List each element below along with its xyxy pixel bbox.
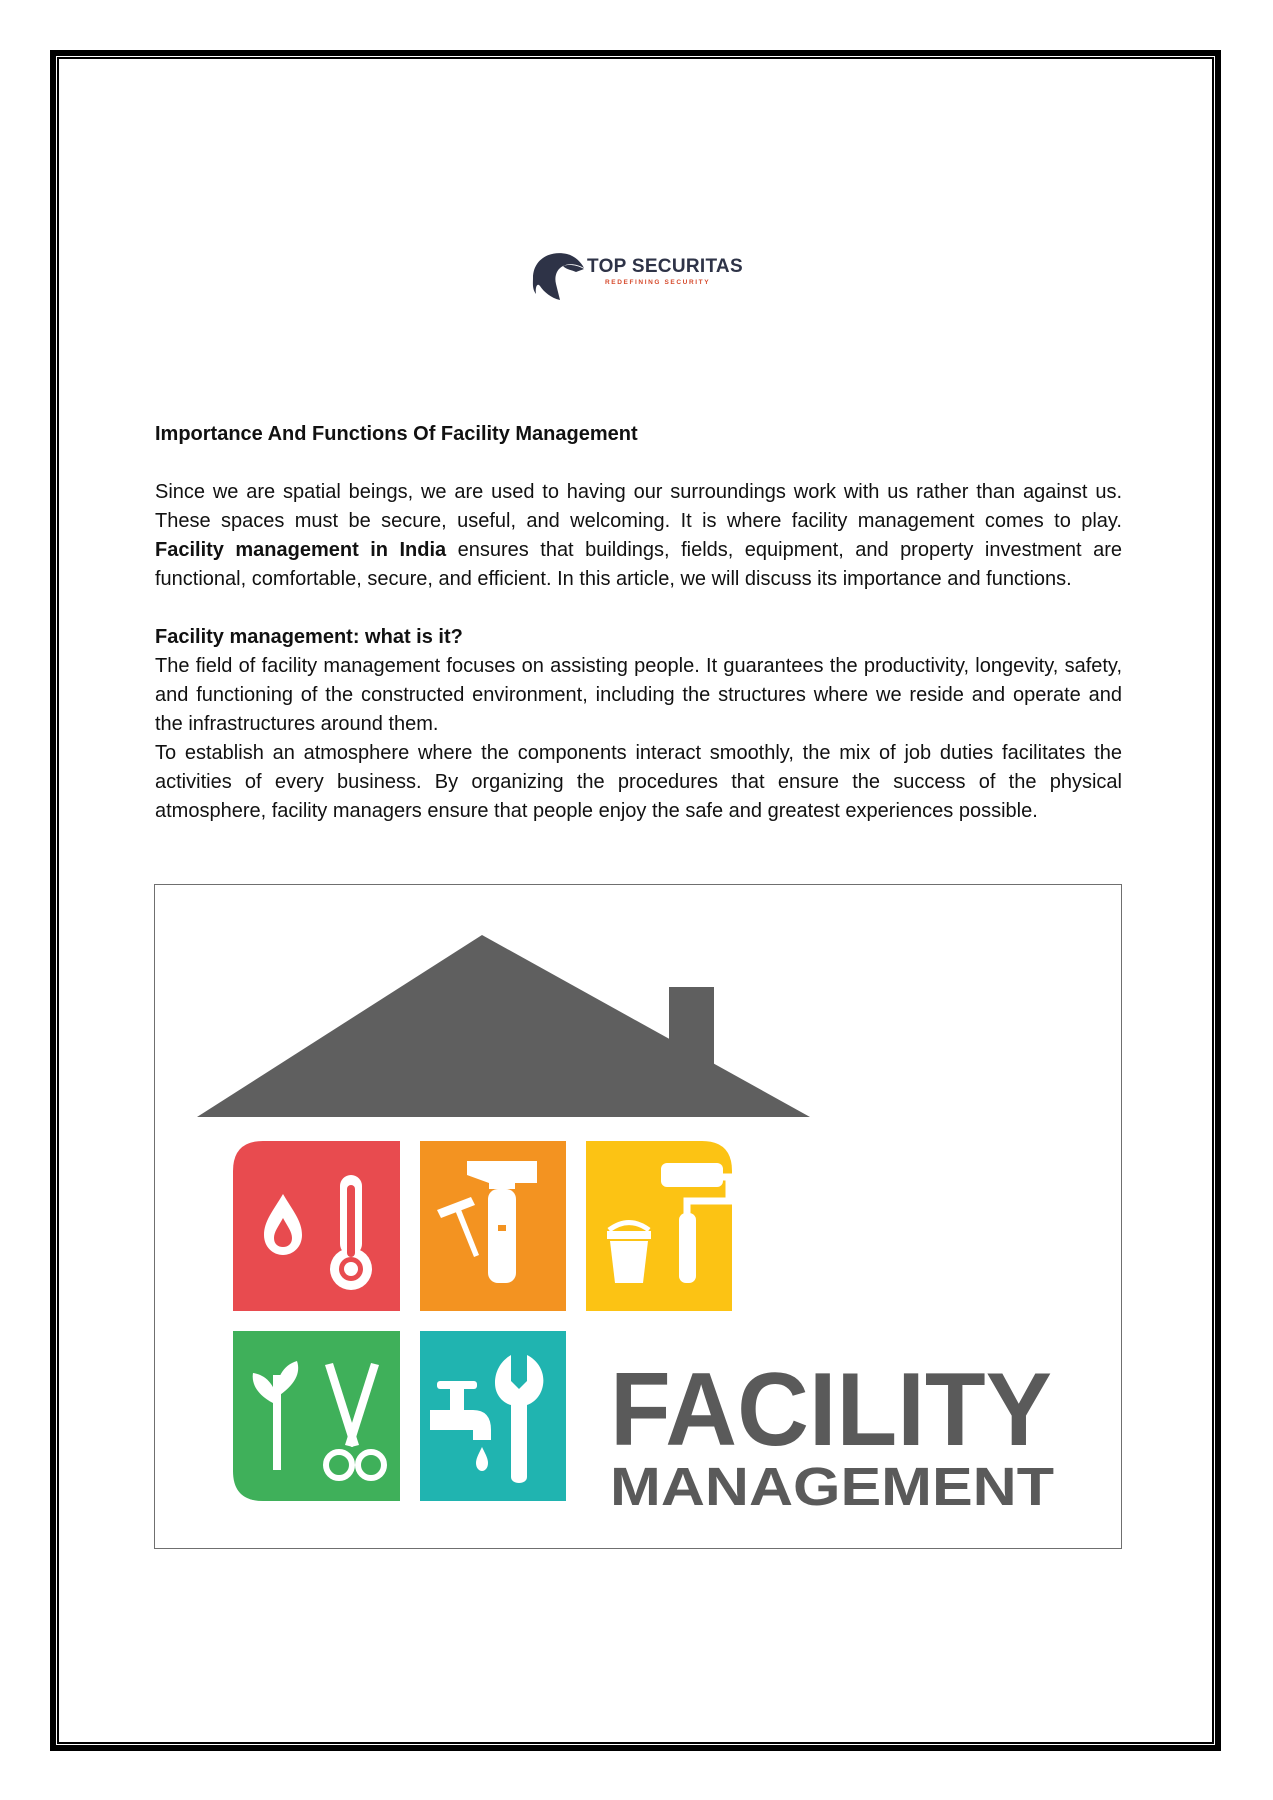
top-securitas-logo <box>527 248 757 308</box>
house-roof <box>197 935 810 1117</box>
article-title: Importance And Functions Of Facility Management <box>155 423 638 445</box>
intro-keyword: Facility management in India <box>155 539 447 561</box>
section-paragraph-2: To establish an atmosphere where the components interact smoothly, the mix of job duties facilitates the activities of every business. By organizing the procedures that ensure the success of the physical atmosphere, facility managers ensure that people enjoy the safe and greatest experiences possible. <box>155 742 1122 822</box>
section-heading: Facility management: what is it? <box>155 626 463 648</box>
tile-yellow <box>586 1141 732 1311</box>
tile-orange <box>420 1141 566 1311</box>
intro-text-before: Since we are spatial beings, we are used to having our surroundings work with us rather than against us. These spaces must be secure, useful, and welcoming. It is where facility management comes to play. <box>155 481 1122 532</box>
tile-green <box>233 1331 400 1501</box>
intro-paragraph <box>155 478 1122 594</box>
house-chimney <box>669 987 714 1075</box>
section-paragraph-1: The field of facility management focuses on assisting people. It guarantees the productivity, longevity, safety, and functioning of the constructed environment, including the structures where we reside and operate and the infrastructures around them. <box>155 655 1122 735</box>
article-body <box>155 420 1122 826</box>
facility-management-illustration <box>154 884 1122 1549</box>
eagle-icon <box>527 248 587 308</box>
logo-brand-text: TOP SECURITAS <box>587 256 743 277</box>
intro-text-after: ensures that buildings, fields, equipment, and property investment are functional, comfortable, secure, and efficient. In this article, we will discuss its importance and functions. <box>155 539 1122 590</box>
figure-word-facility: FACILITY <box>610 1352 1052 1468</box>
logo-tagline: REDEFINING SECURITY <box>605 279 711 286</box>
tile-red <box>233 1141 400 1311</box>
figure-word-management: MANAGEMENT <box>610 1457 1055 1517</box>
tile-teal <box>420 1331 566 1501</box>
